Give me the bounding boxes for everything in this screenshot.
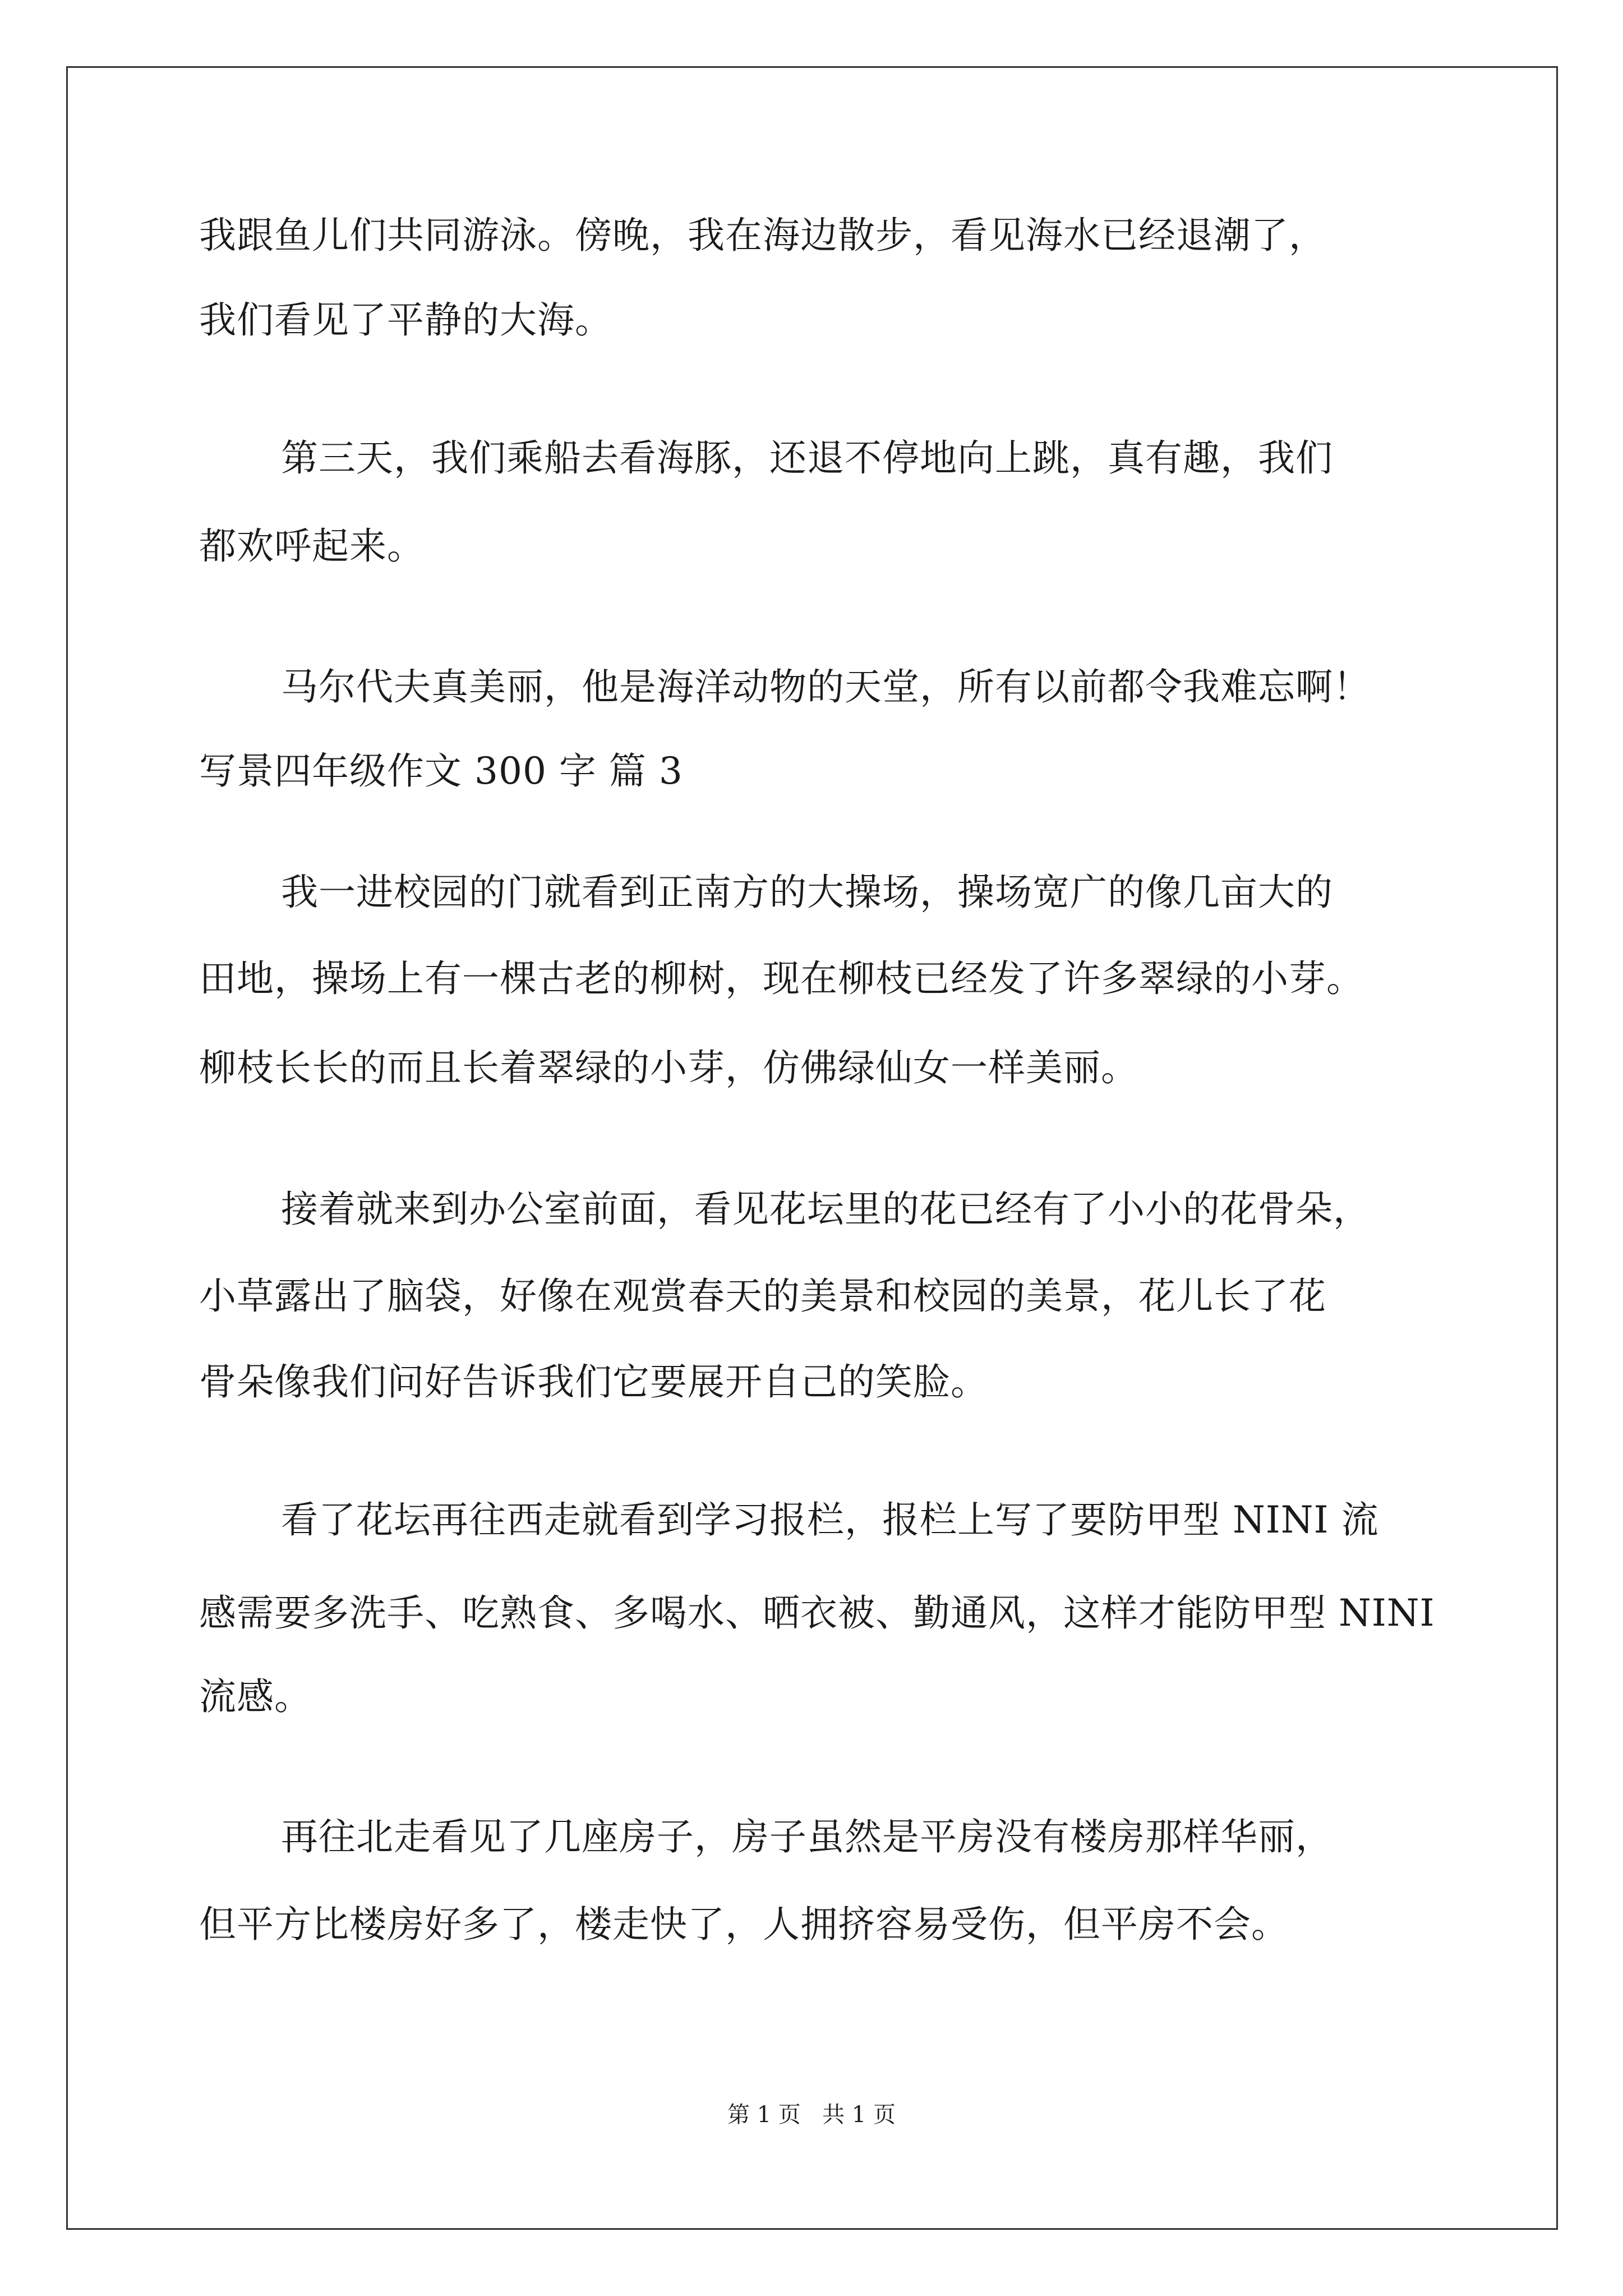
paragraph-line: 我跟鱼儿们共同游泳。傍晚，我在海边散步，看见海水已经退潮了，: [199, 214, 1326, 257]
section-heading: 写景四年级作文 300 字 篇 3: [199, 749, 683, 793]
paragraph-line: 接着就来到办公室前面，看见花坛里的花已经有了小小的花骨朵，: [281, 1188, 1371, 1231]
paragraph-line: 小草露出了脑袋，好像在观赏春天的美景和校园的美景，花儿长了花: [199, 1274, 1326, 1318]
paragraph-line: 柳枝长长的而且长着翠绿的小芽，仿佛绿仙女一样美丽。: [199, 1046, 1138, 1089]
paragraph-line: 再往北走看见了几座房子，房子虽然是平房没有楼房那样华丽，: [281, 1815, 1333, 1858]
paragraph-line: 马尔代夫真美丽，他是海洋动物的天堂，所有以前都令我难忘啊！: [281, 665, 1371, 708]
paragraph-line: 我们看见了平静的大海。: [199, 298, 612, 342]
paragraph-line: 看了花坛再往西走就看到学习报栏，报栏上写了要防甲型 NINI 流: [281, 1498, 1379, 1542]
paragraph-line: 田地，操场上有一棵古老的柳树，现在柳枝已经发了许多翠绿的小芽。: [199, 957, 1364, 1000]
paragraph-line: 第三天，我们乘船去看海豚，还退不停地向上跳，真有趣，我们: [281, 436, 1333, 480]
page-number-footer: 第 1 页 共 1 页: [727, 2102, 896, 2128]
paragraph-line: 但平方比楼房好多了，楼走快了，人拥挤容易受伤，但平房不会。: [199, 1903, 1289, 1946]
paragraph-line: 骨朵像我们问好告诉我们它要展开自己的笑脸。: [199, 1360, 988, 1404]
paragraph-line: 我一进校园的门就看到正南方的大操场，操场宽广的像几亩大的: [281, 871, 1333, 914]
paragraph-line: 都欢呼起来。: [199, 524, 425, 568]
paragraph-line: 流感。: [199, 1675, 312, 1718]
paragraph-line: 感需要多洗手、吃熟食、多喝水、晒衣被、勤通风，这样才能防甲型 NINI: [199, 1591, 1435, 1635]
